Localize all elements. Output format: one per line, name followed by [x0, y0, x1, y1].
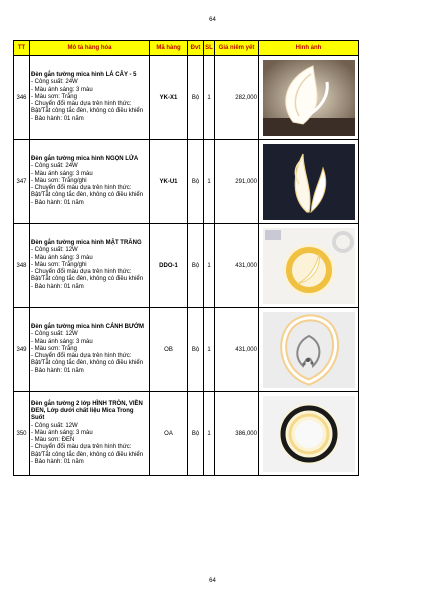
round-lamp-icon — [263, 396, 355, 472]
product-price: 386,000 — [215, 392, 259, 476]
product-code: OA — [150, 392, 188, 476]
product-description — [30, 392, 150, 476]
product-unit: Bộ — [188, 392, 204, 476]
butterfly-lamp-icon — [263, 312, 355, 388]
leaf-lamp-icon — [263, 60, 355, 136]
product-qty: 1 — [204, 308, 215, 392]
table-row — [14, 308, 359, 392]
product-name: Đèn gắn tường mica hình MẶT TRĂNG — [31, 240, 142, 247]
product-image-cell — [259, 392, 359, 476]
product-qty: 1 — [204, 224, 215, 308]
header-qty: SL — [204, 41, 215, 56]
spec-line: - Màu sơn: Trắng — [31, 345, 77, 352]
spec-line: - Bảo hành: 01 năm — [31, 458, 84, 465]
product-name: Đèn gắn tường 2 lớp HÌNH TRÒN, VIỀN ĐEN, Lớp dưới chất liệu Mica Trong Suốt — [31, 401, 143, 422]
spec-line: - Công suất: 24W — [31, 79, 78, 86]
spec-line: - Màu sơn: ĐEN — [31, 437, 75, 444]
product-qty: 1 — [204, 56, 215, 140]
page-number-top: 64 — [209, 17, 216, 23]
product-unit: Bộ — [188, 140, 204, 224]
row-number: 347 — [14, 140, 30, 224]
product-code: YK-U1 — [150, 140, 188, 224]
product-qty: 1 — [204, 140, 215, 224]
header-price: Giá niêm yết — [215, 41, 259, 56]
row-number: 350 — [14, 392, 30, 476]
spec-line: - Bảo hành: 01 năm — [31, 283, 84, 290]
spec-line: - Bảo hành: 01 năm — [31, 115, 84, 122]
product-unit: Bộ — [188, 308, 204, 392]
spec-line: - Chuyển đổi màu dựa trên hình thức: Bật/Tắt công tắc đèn, không có điều khiển — [31, 185, 144, 199]
flame-lamp-icon — [263, 144, 355, 220]
spec-line: - Màu sơn: Trắng — [31, 93, 77, 100]
spec-line: - Chuyển đổi màu dựa trên hình thức: Bật/Tắt công tắc đèn, không có điều khiển — [31, 269, 144, 283]
page-number-bottom: 64 — [209, 578, 216, 584]
table-row — [14, 56, 359, 140]
header-tt: TT — [14, 41, 30, 56]
product-price: 282,000 — [215, 56, 259, 140]
product-price: 431,000 — [215, 224, 259, 308]
table-row — [14, 224, 359, 308]
spec-line: - Chuyển đổi màu dựa trên hình thức: Bật/Tắt công tắc đèn, không có điều khiển — [31, 101, 144, 115]
product-description — [30, 308, 150, 392]
product-image-cell — [259, 308, 359, 392]
spec-line: - Công suất: 12W — [31, 247, 78, 254]
product-image-cell — [259, 56, 359, 140]
spec-line: - Chuyển đổi màu dựa trên hình thức: Bật/Tắt công tắc đèn, không có điều khiển — [31, 444, 144, 458]
header-unit: Đvt — [188, 41, 204, 56]
header-description: Mô tả hàng hóa — [30, 41, 150, 56]
header-code: Mã hàng — [150, 41, 188, 56]
product-code: DDO-1 — [150, 224, 188, 308]
product-table — [13, 40, 359, 476]
product-name: Đèn gắn tường mica hình CÁNH BƯỚM — [31, 324, 145, 331]
spec-line: - Công suất: 24W — [31, 163, 78, 170]
spec-line: - Màu sơn: Trắng/ghi — [31, 177, 87, 184]
spec-line: - Bảo hành: 01 năm — [31, 199, 84, 206]
spec-line: - Màu ánh sáng: 3 màu — [31, 170, 93, 177]
product-qty: 1 — [204, 392, 215, 476]
product-description — [30, 56, 150, 140]
spec-line: - Công suất: 12W — [31, 422, 78, 429]
product-image-cell — [259, 224, 359, 308]
spec-line: - Màu sơn: Trắng/ghi — [31, 261, 87, 268]
spec-line: - Màu ánh sáng: 3 màu — [31, 338, 93, 345]
product-unit: Bộ — [188, 224, 204, 308]
product-description — [30, 224, 150, 308]
table-row — [14, 140, 359, 224]
spec-line: - Màu ánh sáng: 3 màu — [31, 429, 93, 436]
product-name: Đèn gắn tường mica hình LÁ CÂY - 5 — [31, 72, 137, 79]
product-image-cell — [259, 140, 359, 224]
product-description — [30, 140, 150, 224]
moon-lamp-icon — [263, 228, 355, 304]
row-number: 349 — [14, 308, 30, 392]
row-number: 348 — [14, 224, 30, 308]
product-code: OB — [150, 308, 188, 392]
spec-line: - Chuyển đổi màu dựa trên hình thức: Bật/Tắt công tắc đèn, không có điều khiển — [31, 353, 144, 367]
product-price: 431,000 — [215, 308, 259, 392]
spec-line: - Bảo hành: 01 năm — [31, 367, 84, 374]
spec-line: - Màu ánh sáng: 3 màu — [31, 254, 93, 261]
product-code: YK-X1 — [150, 56, 188, 140]
table-row — [14, 392, 359, 476]
product-name: Đèn gắn tường mica hình NGỌN LỬA — [31, 156, 139, 163]
spec-line: - Công suất: 12W — [31, 331, 78, 338]
header-image: Hình ảnh — [259, 41, 359, 56]
table-header-row — [14, 41, 359, 56]
row-number: 346 — [14, 56, 30, 140]
product-unit: Bộ — [188, 56, 204, 140]
product-price: 291,000 — [215, 140, 259, 224]
spec-line: - Màu ánh sáng: 3 màu — [31, 86, 93, 93]
